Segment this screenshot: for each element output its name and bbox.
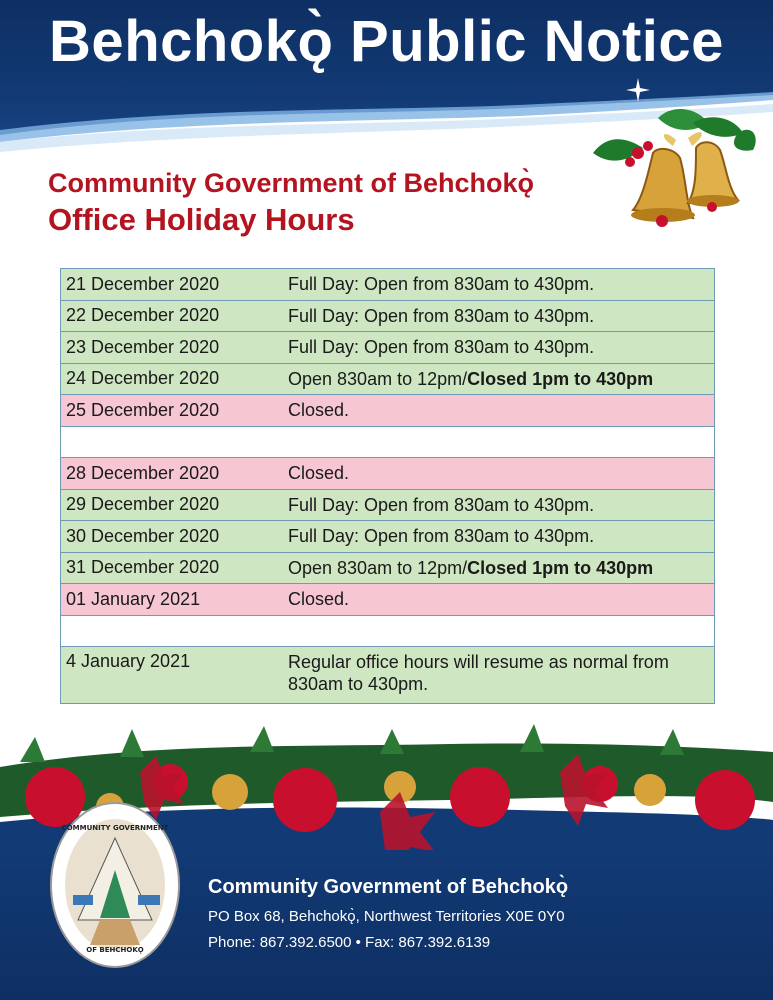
hours-cell — [285, 336, 714, 358]
date-cell: 31 December 2020 — [66, 557, 220, 578]
hours-text: Full Day: Open from 830am to 430pm. — [288, 494, 595, 515]
hours-text: Closed. — [288, 589, 350, 610]
footer-phone-fax: Phone: 867.392.6500 • Fax: 867.392.6139 — [208, 934, 491, 951]
date-cell: 21 December 2020 — [66, 273, 220, 294]
hours-text: Full Day: Open from 830am to 430pm. — [288, 526, 595, 547]
svg-text:COMMUNITY GOVERNMENT: COMMUNITY GOVERNMENT — [61, 824, 169, 832]
hours-text: Full Day: Open from 830am to 430pm. — [288, 274, 595, 295]
footer-address: PO Box 68, Behchokǫ̀, Northwest Territories X0E 0Y0 — [208, 908, 565, 925]
table-row — [61, 490, 714, 522]
table-row — [61, 332, 714, 364]
date-cell: 29 December 2020 — [66, 494, 220, 515]
hours-text: Regular office hours will resume as normal from 830am to 430pm. — [288, 652, 669, 694]
date-cell: 01 January 2021 — [66, 588, 201, 609]
table-row — [61, 521, 714, 553]
hours-text: Open 830am to 12pm/ — [288, 368, 468, 389]
hours-cell — [285, 462, 714, 484]
hours-cell — [285, 651, 714, 695]
date-cell: 24 December 2020 — [66, 368, 220, 389]
table-spacer-row — [61, 427, 714, 459]
table-row — [61, 647, 714, 703]
table-spacer-row — [61, 616, 714, 648]
table-row — [61, 584, 714, 616]
date-cell: 25 December 2020 — [66, 399, 220, 420]
table-row — [61, 364, 714, 396]
date-cell: 23 December 2020 — [66, 336, 220, 357]
date-cell: 30 December 2020 — [66, 525, 220, 546]
table-row — [61, 269, 714, 301]
hours-text: Closed. — [288, 400, 350, 421]
footer-organization-name: Community Government of Behchokǫ̀ — [208, 876, 569, 898]
organization-name: Community Government of Behchokǫ̀ — [48, 168, 535, 198]
notice-heading: Office Holiday Hours — [48, 202, 355, 237]
community-seal-logo — [48, 800, 183, 970]
hours-cell — [285, 588, 714, 610]
table-row — [61, 458, 714, 490]
date-cell: 22 December 2020 — [66, 305, 220, 326]
hours-cell — [285, 525, 714, 547]
hours-cell — [285, 557, 714, 579]
hours-text: Full Day: Open from 830am to 430pm. — [288, 337, 595, 358]
hours-cell — [285, 399, 714, 421]
holiday-hours-table — [60, 268, 715, 704]
closed-hours-text: Closed 1pm to 430pm — [467, 557, 654, 578]
hours-cell — [285, 305, 714, 327]
page-title: Behchokǫ̀ Public Notice — [49, 9, 724, 74]
hours-cell — [285, 273, 714, 295]
hours-cell — [285, 494, 714, 516]
christmas-bells-icon — [588, 78, 763, 233]
table-row — [61, 395, 714, 427]
hours-text: Open 830am to 12pm/ — [288, 557, 468, 578]
hours-cell — [285, 368, 714, 390]
table-row — [61, 553, 714, 585]
table-row — [61, 301, 714, 333]
hours-text: Closed. — [288, 463, 350, 484]
hours-text: Full Day: Open from 830am to 430pm. — [288, 305, 595, 326]
date-cell: 4 January 2021 — [66, 651, 191, 671]
closed-hours-text: Closed 1pm to 430pm — [467, 368, 654, 389]
svg-text:OF BEHCHOKǪ̀: OF BEHCHOKǪ̀ — [86, 946, 144, 954]
date-cell: 28 December 2020 — [66, 462, 220, 483]
